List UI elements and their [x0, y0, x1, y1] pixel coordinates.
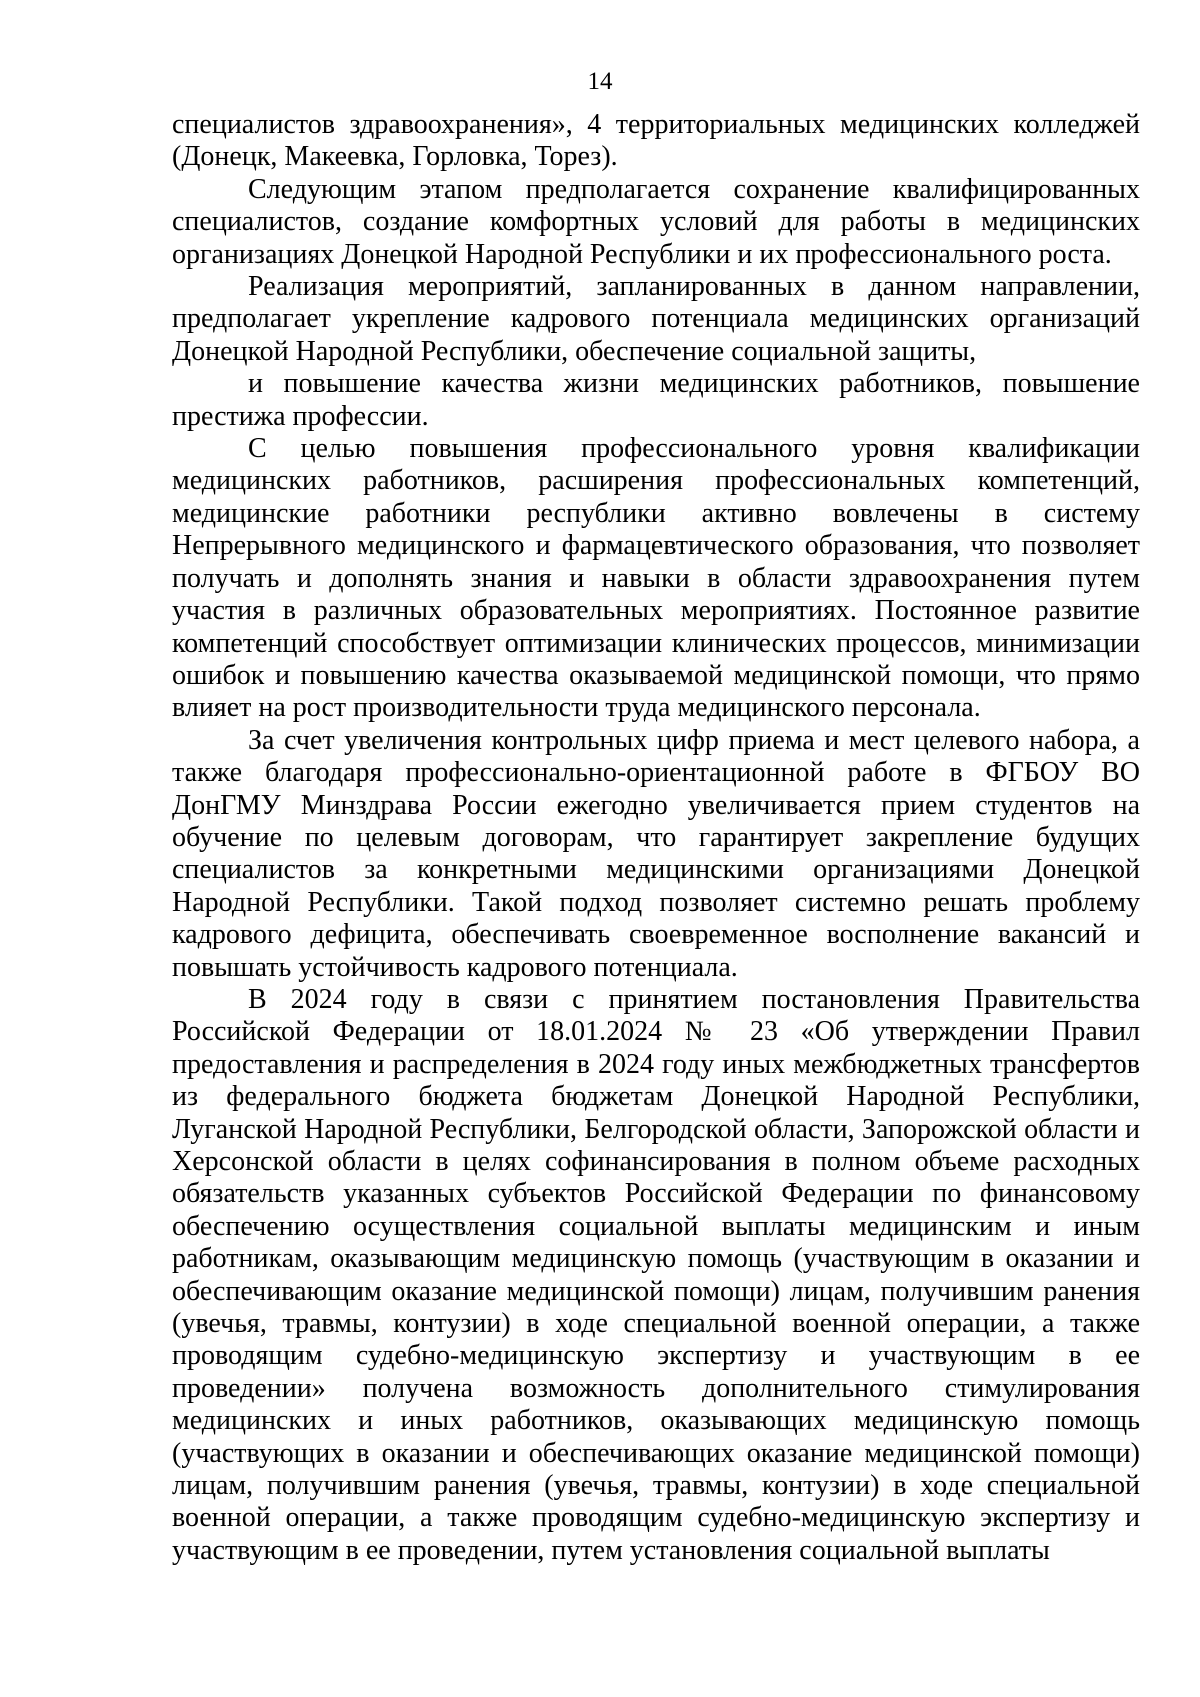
- paragraph-implementation: Реализация мероприятий, запланированных в данном направлении, предполагает укрепление кадрового потенциала медицинских организаций Донецкой Народной Республики, обеспечение социальной защиты,: [172, 271, 1140, 367]
- page-number: 14: [587, 68, 613, 95]
- paragraph-continuation-colleges: специалистов здравоохранения», 4 территориальных медицинских колледжей (Донецк, Макеевка, Горловка, Торез).: [172, 109, 1140, 173]
- paragraph-quality-of-life: и повышение качества жизни медицинских работников, повышение престижа профессии.: [172, 368, 1140, 432]
- paragraph-social-payment-2024: В 2024 году в связи с принятием постановления Правительства Российской Федерации от 18.01.2024 № 23 «Об утверждении Правил предоставления и распределения в 2024 году иных межбюджетных трансфертов из федерального бюджета бюджетам Донецкой Народной Республики, Луганской Народной Республики, Белгородской области, Запорожской области и Херсонской области в целях софинансирования в полном объеме расходных обязательств указанных субъектов Российской Федерации по финансовому обеспечению осуществления социальной выплаты медицинским и иным работникам, оказывающим медицинскую помощь (участвующим в оказании и обеспечивающим оказание медицинской помощи) лицам, получившим ранения (увечья, травмы, контузии) в ходе специальной военной операции, а также проводящим судебно-медицинскую экспертизу и участвующим в ее проведении» получена возможность дополнительного стимулирования медицинских и иных работников, оказывающих медицинскую помощь (участвующих в оказании и обеспечивающих оказание медицинской помощи) лицам, получившим ранения (увечья, травмы, контузии) в ходе специальной военной операции, а также проводящим судебно-медицинскую экспертизу и участвующим в ее проведении, путем установления социальной выплаты: [172, 983, 1140, 1566]
- paragraph-next-stage: Следующим этапом предполагается сохранение квалифицированных специалистов, создание комфортных условий для работы в медицинских организациях Донецкой Народной Республики и их профессионального роста.: [172, 173, 1140, 270]
- paragraph-targeted-admission: За счет увеличения контрольных цифр приема и мест целевого набора, а также благодаря профессионально-ориентационной работе в ФГБОУ ВО ДонГМУ Минздрава России ежегодно увеличивается прием студентов на обучение по целевым договорам, что гарантирует закрепление будущих специалистов за конкретными медицинскими организациями Донецкой Народной Республики. Такой подход позволяет системно решать проблему кадрового дефицита, обеспечивать своевременное восполнение вакансий и повышать устойчивость кадрового потенциала.: [172, 724, 1140, 983]
- document-body: [172, 109, 1140, 1567]
- paragraph-continuing-education: С целью повышения профессионального уровня квалификации медицинских работников, расширения профессиональных компетенций, медицинские работники республики активно вовлечены в систему Непрерывного медицинского и фармацевтического образования, что позволяет получать и дополнять знания и навыки в области здравоохранения путем участия в различных образовательных мероприятиях. Постоянное развитие компетенций способствует оптимизации клинических процессов, минимизации ошибок и повышению качества оказываемой медицинской помощи, что прямо влияет на рост производительности труда медицинского персонала.: [172, 433, 1140, 724]
